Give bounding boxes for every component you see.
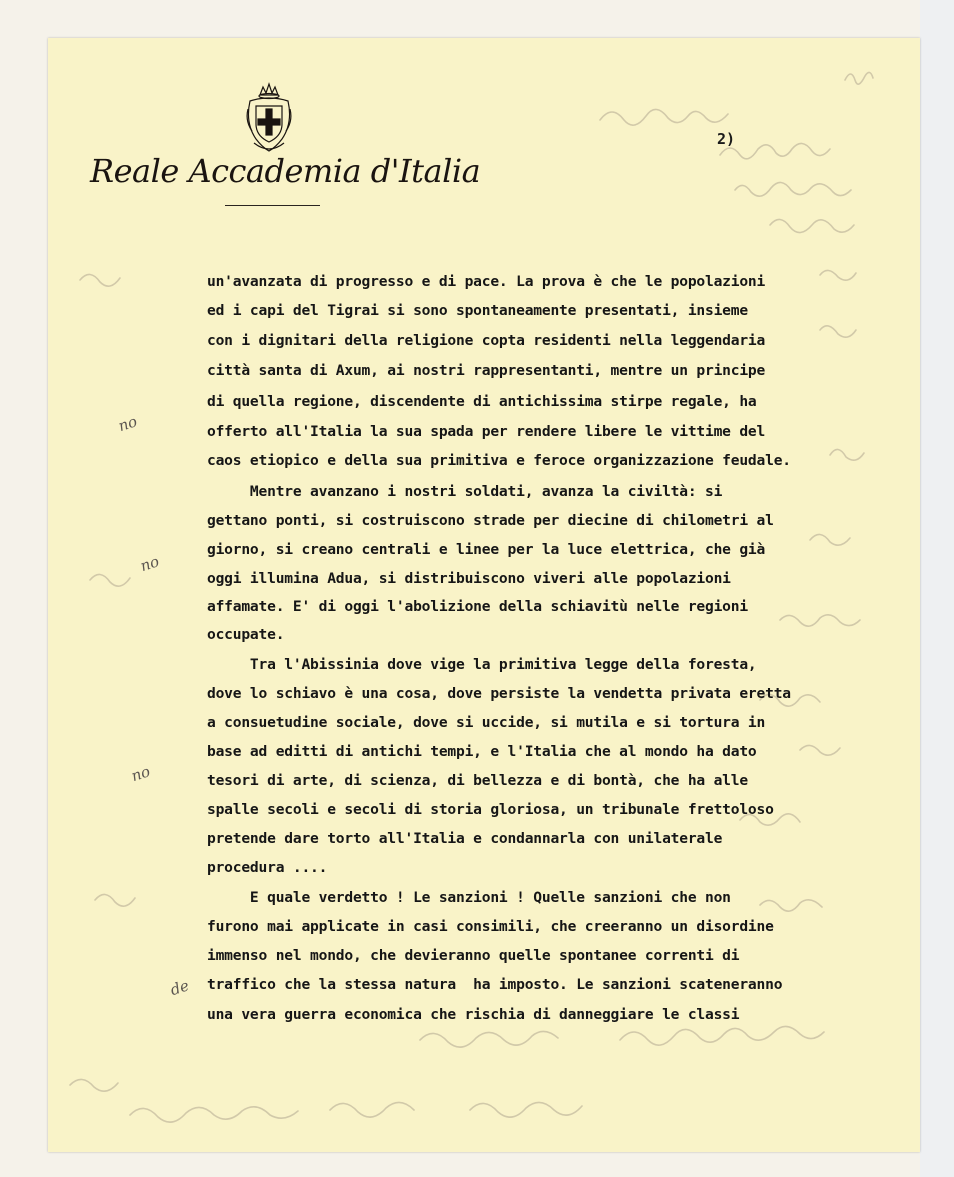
- page-number: 2): [717, 130, 736, 148]
- body-line: base ad editti di antichi tempi, e l'Italia che al mondo ha dato: [207, 743, 757, 760]
- body-line: immenso nel mondo, che devieranno quelle spontanee correnti di: [207, 947, 740, 964]
- body-line: con i dignitari della religione copta residenti nella leggendaria: [207, 332, 766, 349]
- body-line: caos etiopico e della sua primitiva e feroce organizzazione feudale.: [207, 452, 791, 469]
- body-line: Tra l'Abissinia dove vige la primitiva legge della foresta,: [207, 656, 757, 673]
- body-line: procedura ....: [207, 859, 328, 876]
- body-line: a consuetudine sociale, dove si uccide, si mutila e si tortura in: [207, 714, 766, 731]
- body-line: città santa di Axum, ai nostri rappresentanti, mentre un principe: [207, 362, 766, 379]
- body-line: spalle secoli e secoli di storia gloriosa, un tribunale frettoloso: [207, 801, 774, 818]
- page-edge: [920, 0, 954, 1177]
- royal-crest-icon: [244, 79, 294, 161]
- body-line: tesori di arte, di scienza, di bellezza e di bontà, che ha alle: [207, 772, 748, 789]
- body-line: un'avanzata di progresso e di pace. La prova è che le popolazioni: [207, 273, 766, 290]
- margin-annotation: no: [116, 412, 140, 436]
- body-line: affamate. E' di oggi l'abolizione della schiavitù nelle regioni: [207, 598, 748, 615]
- body-line: oggi illumina Adua, si distribuiscono viveri alle popolazioni: [207, 570, 731, 587]
- body-line: ed i capi del Tigrai si sono spontaneamente presentati, insieme: [207, 302, 748, 319]
- letterhead-divider: [225, 205, 320, 206]
- body-line: giorno, si creano centrali e linee per la luce elettrica, che già: [207, 541, 766, 558]
- body-line: E quale verdetto ! Le sanzioni ! Quelle sanzioni che non: [207, 889, 731, 906]
- body-line: offerto all'Italia la sua spada per rendere libere le vittime del: [207, 423, 766, 440]
- body-line: furono mai applicate in casi consimili, che creeranno un disordine: [207, 918, 774, 935]
- margin-annotation: de: [168, 976, 192, 1000]
- body-line: di quella regione, discendente di antichissima stirpe regale, ha: [207, 393, 757, 410]
- letterhead-institution: Reale Accademia d'Italia: [90, 152, 481, 190]
- body-line: pretende dare torto all'Italia e condannarla con unilaterale: [207, 830, 723, 847]
- body-line: gettano ponti, si costruiscono strade per diecine di chilometri al: [207, 512, 774, 529]
- body-line: occupate.: [207, 626, 285, 643]
- body-line: traffico che la stessa natura ha imposto. Le sanzioni scateneranno: [207, 976, 783, 993]
- body-line: Mentre avanzano i nostri soldati, avanza la civiltà: si: [207, 483, 723, 500]
- body-line: una vera guerra economica che rischia di danneggiare le classi: [207, 1006, 740, 1023]
- margin-annotation: no: [129, 762, 153, 786]
- body-line: dove lo schiavo è una cosa, dove persiste la vendetta privata eretta: [207, 685, 791, 702]
- margin-annotation: no: [138, 552, 162, 576]
